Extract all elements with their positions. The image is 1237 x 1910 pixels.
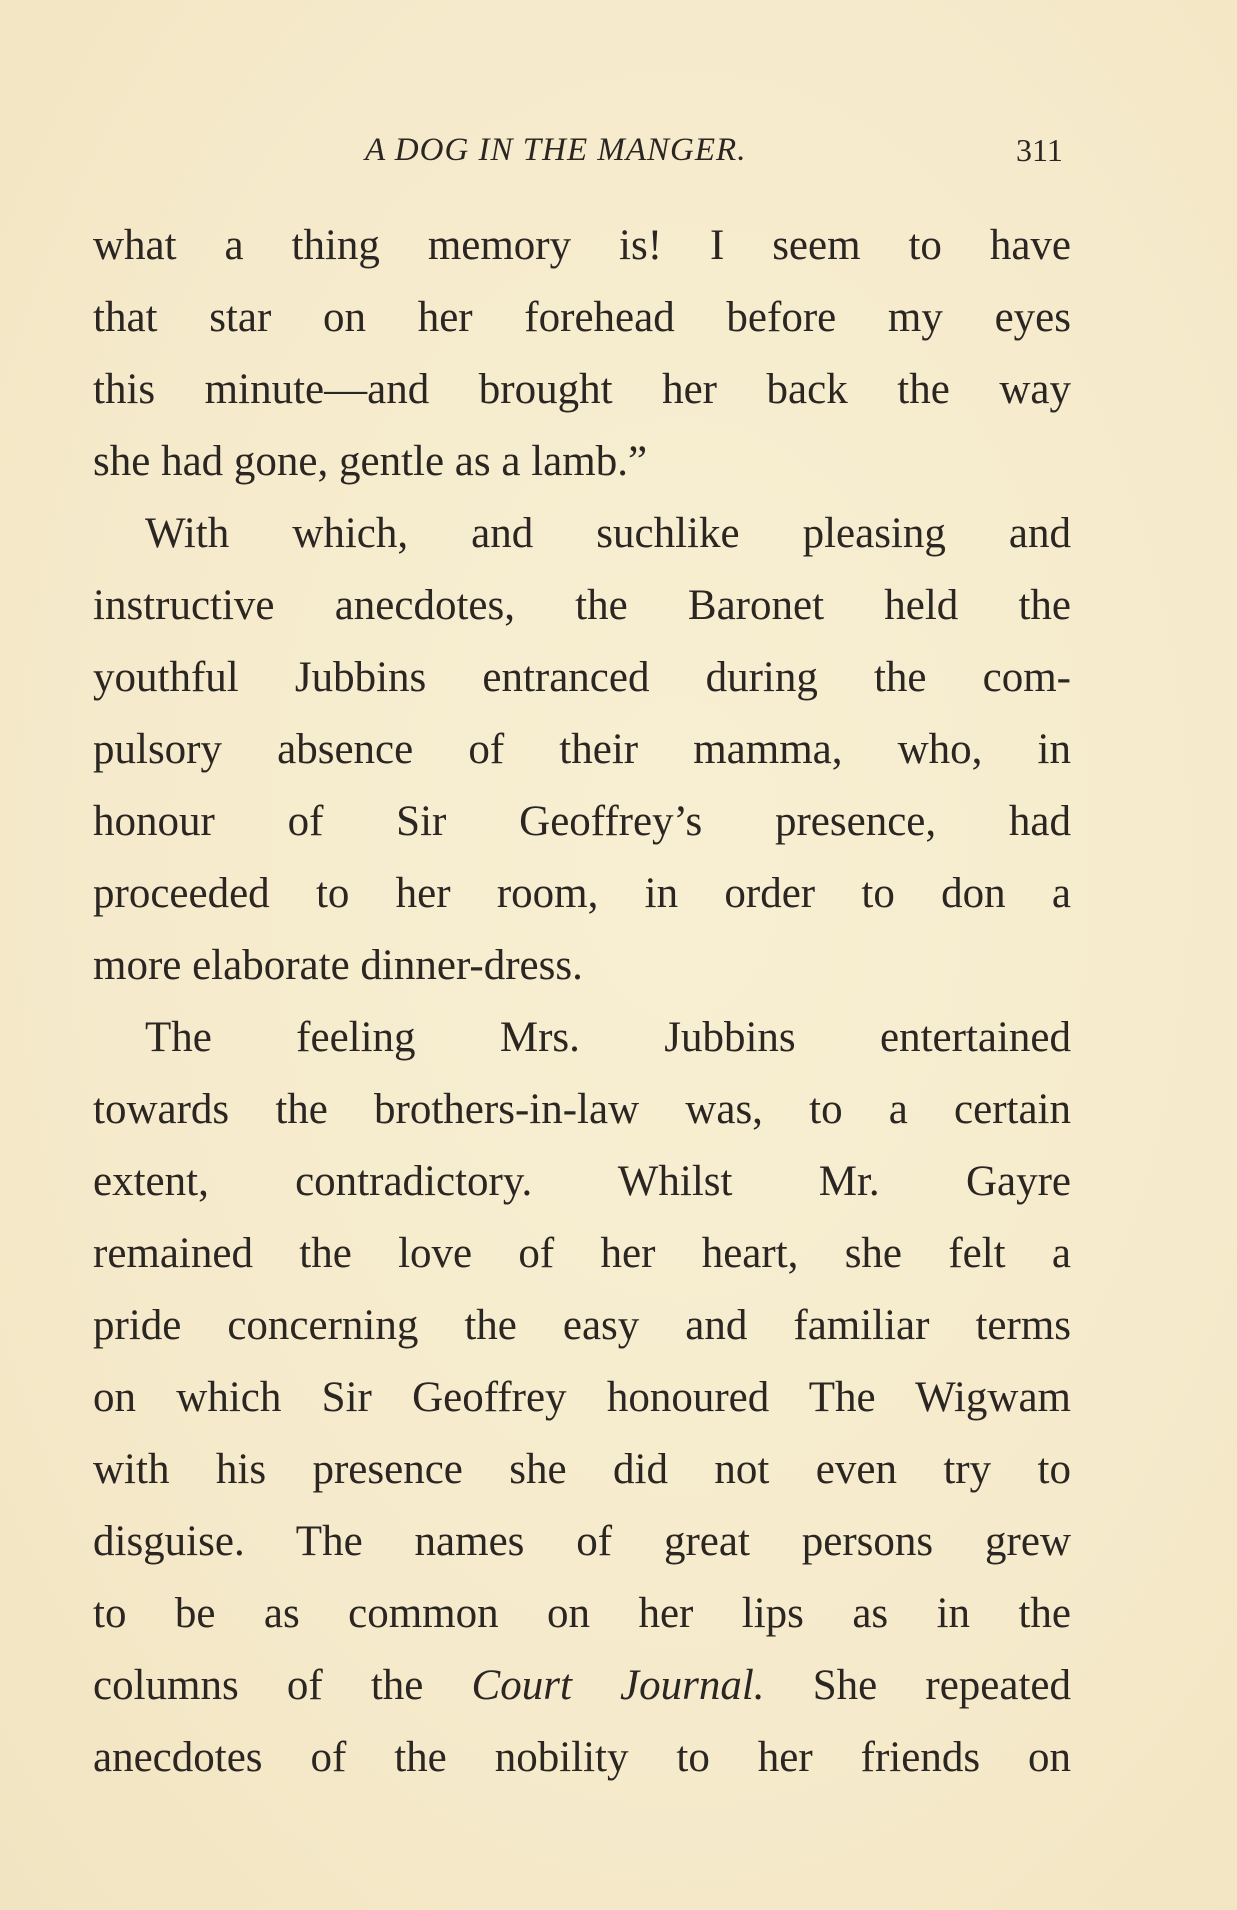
text-line: youthful Jubbins entranced during the com- [93,654,1071,701]
italic-publication-title: Court Journal. [471,1662,765,1709]
text-line: towards the brothers-in-law was, to a certain [93,1086,1071,1133]
text-line: that star on her forehead before my eyes [93,294,1071,341]
text-line: extent, contradictory. Whilst Mr. Gayre [93,1158,1071,1205]
text-line: on which Sir Geoffrey honoured The Wigwam [93,1374,1071,1421]
running-head [0,128,1237,172]
text-line: she had gone, gentle as a lamb.” [93,438,648,485]
body-text [93,210,1071,1794]
text-line: anecdotes of the nobility to her friends on [93,1734,1071,1781]
paragraph-start-line: The feeling Mrs. Jubbins entertained [145,1014,1071,1061]
line-segment: She repeated [812,1662,1071,1709]
page-number: 311 [1016,132,1063,168]
text-line-with-italic [93,1650,1071,1722]
text-line: remained the love of her heart, she felt a [93,1230,1071,1277]
text-line: disguise. The names of great persons grew [93,1518,1071,1565]
text-line: this minute—and brought her back the way [93,366,1071,413]
line-segment: columns of the [93,1662,424,1709]
paragraph-start-line: With which, and suchlike pleasing and [145,510,1071,557]
text-line: pulsory absence of their mamma, who, in [93,726,1071,773]
text-line: what a thing memory is! I seem to have [93,222,1071,269]
text-line: instructive anecdotes, the Baronet held the [93,582,1071,629]
text-line: honour of Sir Geoffrey’s presence, had [93,798,1071,845]
text-line: with his presence she did not even try to [93,1446,1071,1493]
text-line: proceeded to her room, in order to don a [93,870,1071,917]
text-line: to be as common on her lips as in the [93,1590,1071,1637]
text-line: more elaborate dinner-dress. [93,942,583,989]
text-line: pride concerning the easy and familiar terms [93,1302,1071,1349]
running-title: A DOG IN THE MANGER. [365,132,747,168]
